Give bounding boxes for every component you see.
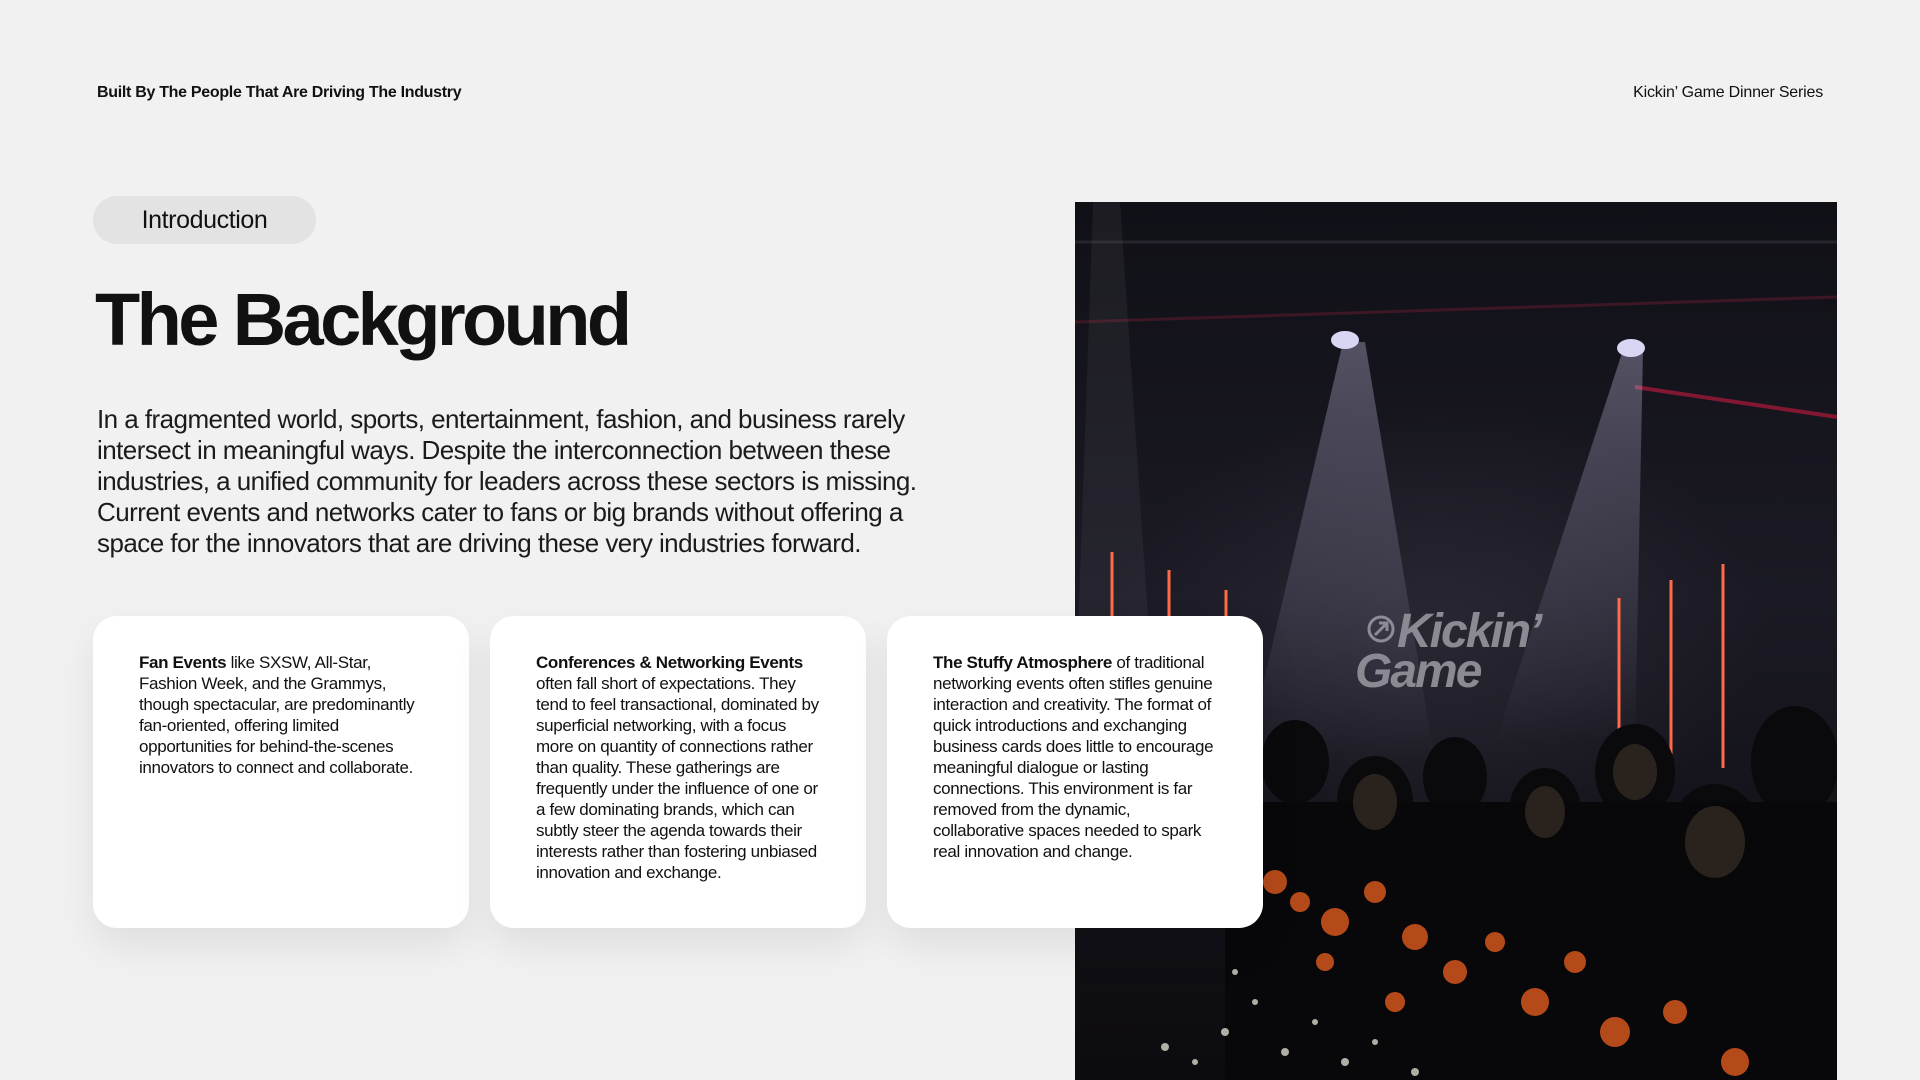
intro-paragraph: In a fragmented world, sports, entertainment, fashion, and business rarely intersect in meaningful ways. Despite the interconnection between these industries, a unified community for leaders across these sectors is missing. Current events and networks cater to fans or big brands without offering a space for the innovators that are driving these very industries forward. <box>97 404 917 558</box>
card-heading: Fan Events <box>139 653 227 672</box>
section-label: Introduction <box>141 205 268 234</box>
card-conferences <box>490 616 866 928</box>
card-heading: Conferences & Networking Events <box>536 653 803 672</box>
card-heading: The Stuffy Atmosphere <box>933 653 1113 672</box>
section-label-pill <box>93 196 316 244</box>
card-stuffy-atmosphere <box>887 616 1263 928</box>
event-logo-line1: Kickin’ <box>1397 605 1541 658</box>
card-body: like SXSW, All-Star, Fashion Week, and the Grammys, though spectacular, are predominantly fan-oriented, offering limited opportunities for behind-the-scenes innovators to connect and collaborate. <box>139 653 415 777</box>
card-body: often fall short of expectations. They tend to feel transactional, dominated by superficial networking, with a focus more on quantity of connections rather than quality. These gatherings are frequently under the influence of one or a few dominating brands, which can subtly steer the agenda towards their interests rather than fostering unbiased innovation and exchange. <box>536 674 819 882</box>
card-fan-events <box>93 616 469 928</box>
event-logo-line2: Game <box>1355 645 1481 698</box>
event-logo <box>1355 605 1541 698</box>
page-title: The Background <box>95 278 629 361</box>
card-body: of traditional networking events often stifles genuine interaction and creativity. The format of quick introductions and exchanging business cards does little to encourage meaningful dialogue or lasting connections. This environment is far removed from the dynamic, collaborative spaces needed to spark real innovation and change. <box>933 653 1214 861</box>
header-tagline: Built By The People That Are Driving The Industry <box>97 84 462 101</box>
header-series-name: Kickin’ Game Dinner Series <box>1633 84 1823 101</box>
